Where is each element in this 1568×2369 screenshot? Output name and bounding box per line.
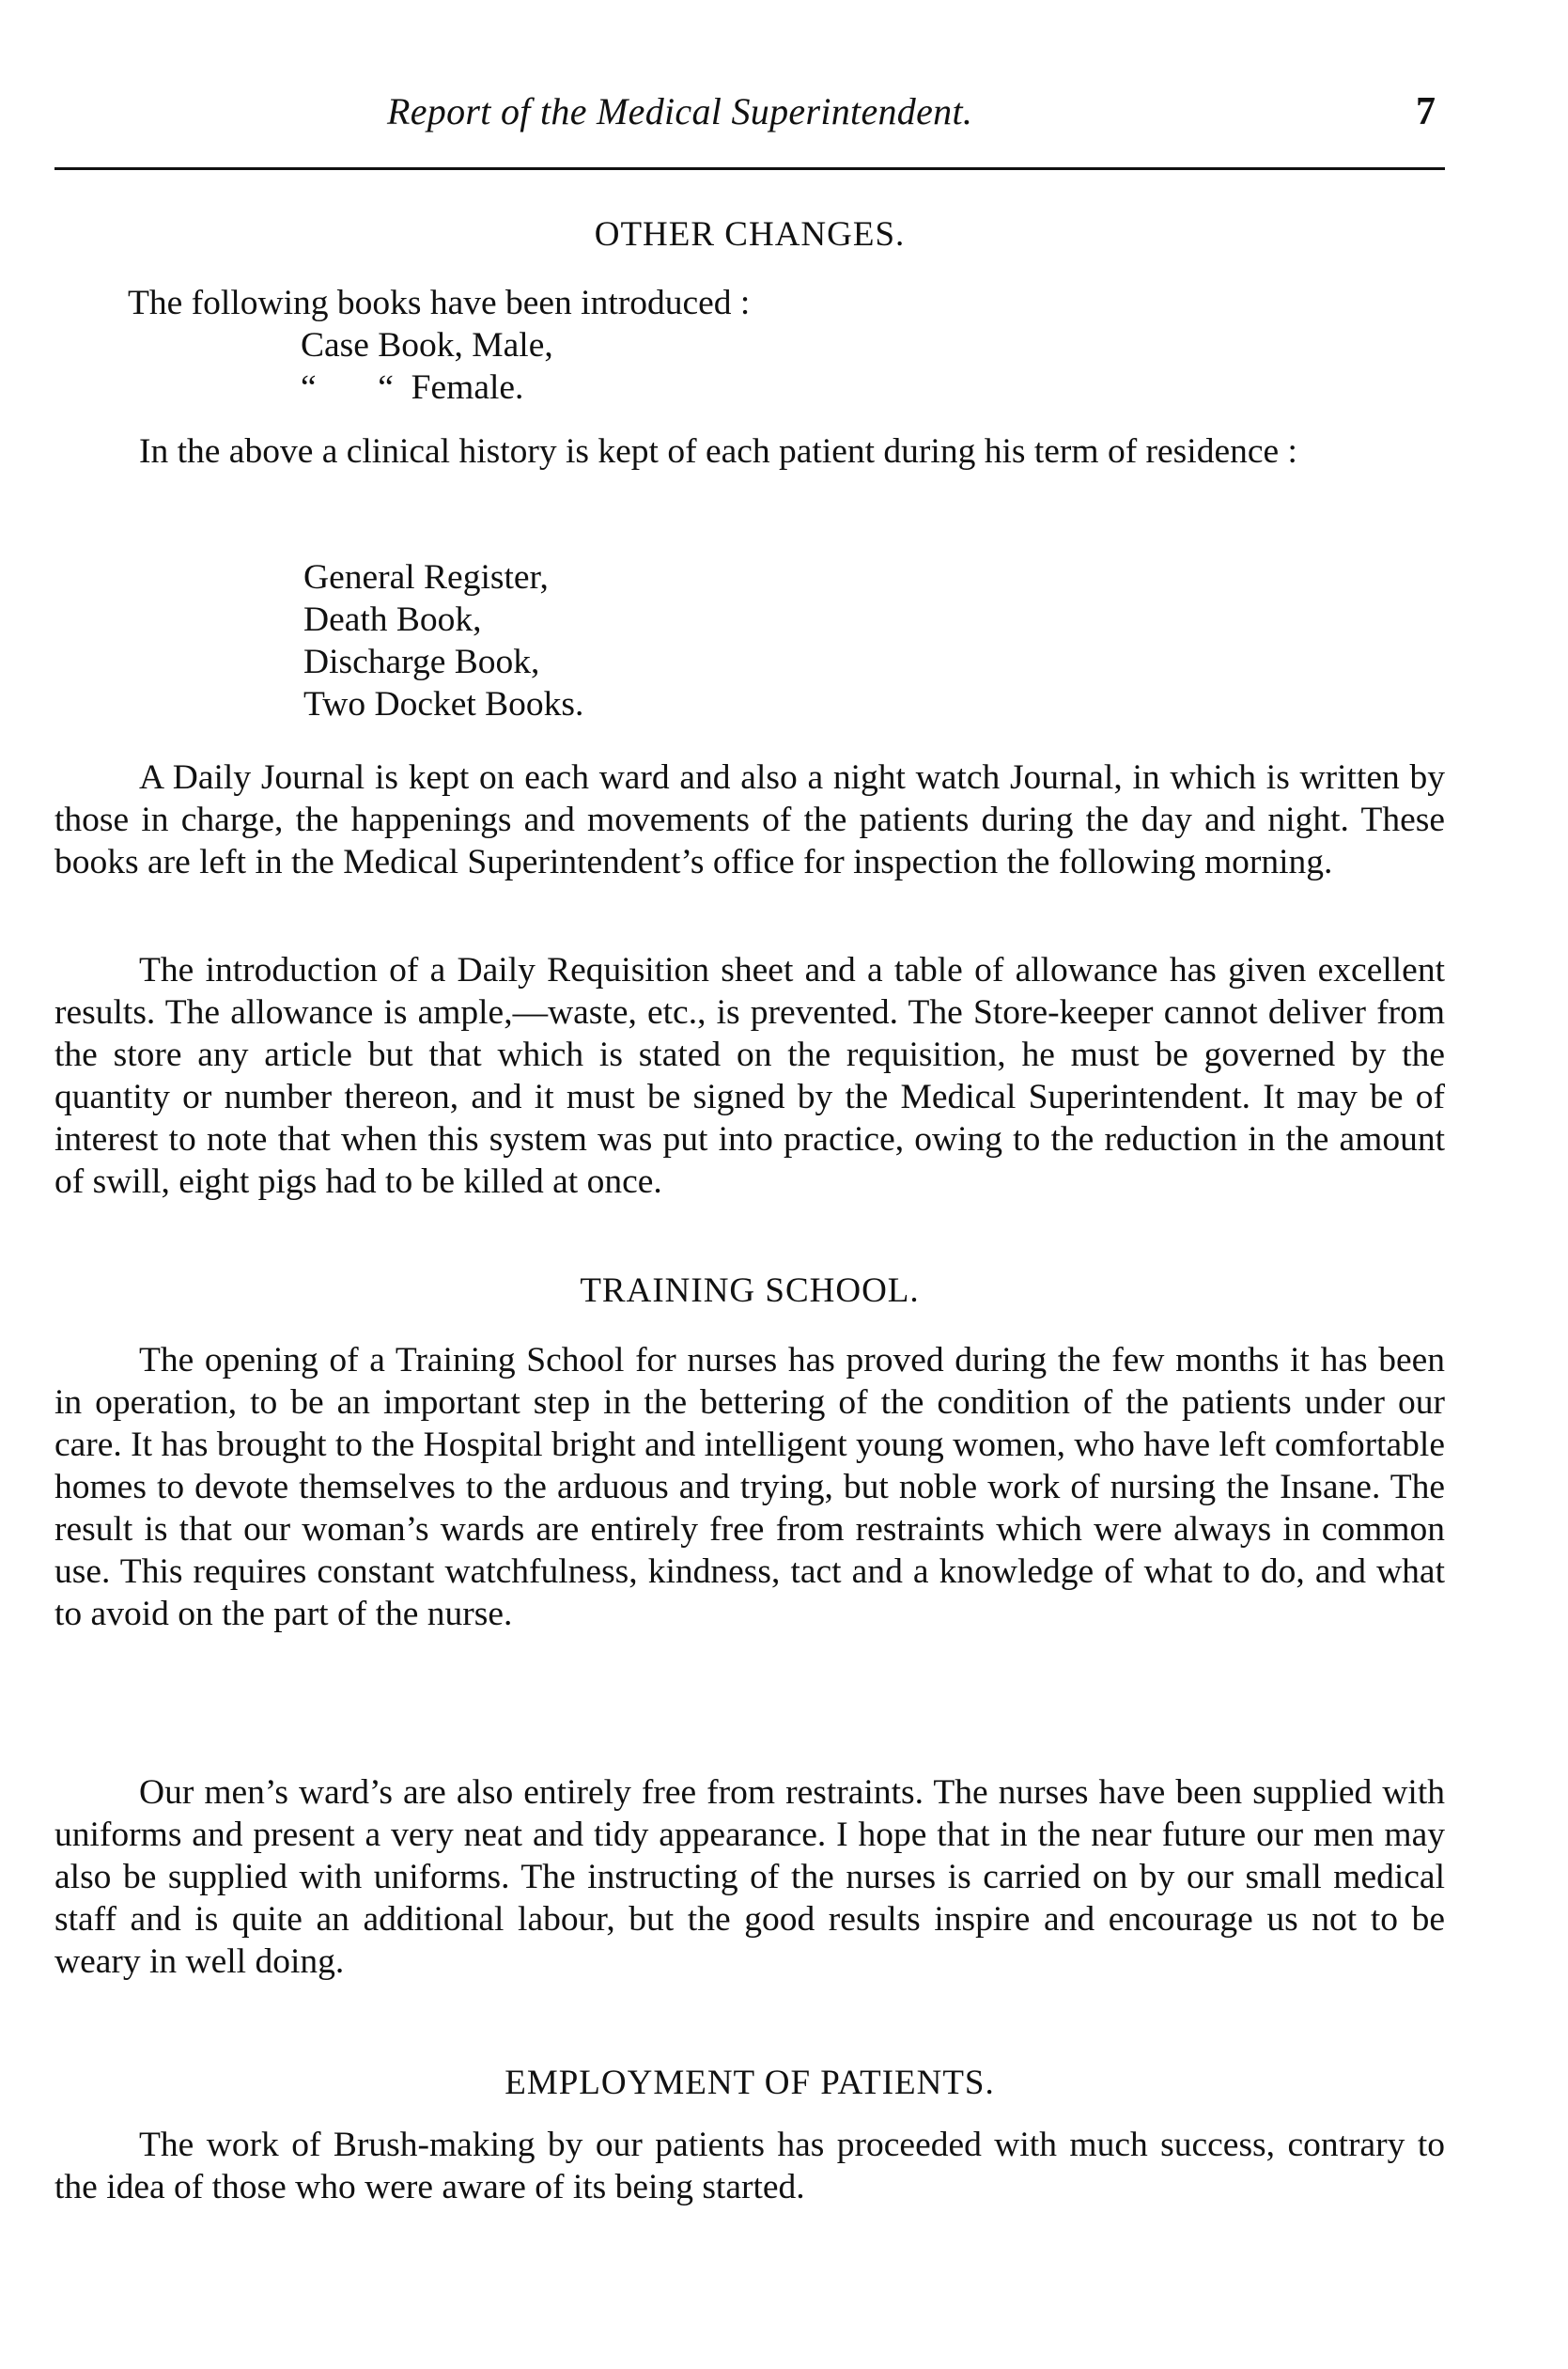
requisition-paragraph: [54, 949, 1445, 1203]
requisition-paragraph-text: The introduction of a Daily Requisition sheet and a table of allowance has given excellent results. The allowance is ample,—waste, etc., is prevented. The Store-keeper cannot deliver from the store any article but that which is stated on the requisition, he must be governed by the quantity or number thereon, and it must be signed by the Medical Superintendent. It may be of interest to note that when this system was put into practice, owing to the reduction in the amount of swill, eight pigs had to be killed at once.: [54, 951, 1445, 1201]
document-page: [54, 0, 1445, 2369]
book-item: General Register,: [303, 558, 549, 597]
book-item: Two Docket Books.: [303, 685, 584, 724]
page-number: 7: [1416, 90, 1436, 133]
books-list-second: [303, 556, 1149, 725]
employment-paragraph-text: The work of Brush-making by our patients has proceeded with much success, contrary to the idea of those who were aware of its being started.: [54, 2126, 1445, 2206]
header-rule: [54, 167, 1445, 170]
running-head: [54, 89, 1445, 146]
training-paragraph-two: [54, 1771, 1445, 1983]
books-list-first: [301, 324, 1146, 409]
book-item: Discharge Book,: [303, 643, 540, 681]
clinical-note-text: In the above a clinical history is kept of each patient during his term of residence :: [139, 432, 1297, 471]
section-heading-other-changes: OTHER CHANGES.: [594, 215, 906, 254]
running-title: Report of the Medical Superintendent.: [387, 90, 973, 132]
training-paragraph-one: [54, 1339, 1445, 1635]
book-item: “ “ Female.: [301, 368, 524, 407]
book-item: Case Book, Male,: [301, 326, 553, 365]
employment-paragraph: [54, 2124, 1445, 2208]
section-heading-employment: EMPLOYMENT OF PATIENTS.: [505, 2064, 995, 2102]
journal-paragraph: [54, 756, 1445, 883]
section-heading-training-school: TRAINING SCHOOL.: [580, 1271, 920, 1310]
training-paragraph-one-text: The opening of a Training School for nurses has proved during the few months it has been in operation, to be an important step in the bettering of the condition of the patients under our care. It has brought to the Hospital bright and intelligent young women, who have left comfortable homes to devote themselves to the arduous and trying, but noble work of nursing the Insane. The result is that our woman’s wards are entirely free from restraints which were always in common use. This requires constant watchfulness, kindness, tact and a knowledge of what to do, and what to avoid on the part of the nurse.: [54, 1341, 1445, 1633]
training-paragraph-two-text: Our men’s ward’s are also entirely free from restraints. The nurses have been supplied with uniforms and present a very neat and tidy appearance. I hope that in the near future our men may also be supplied with uniforms. The instructing of the nurses is carried on by our small medical staff and is quite an additional labour, but the good results inspire and encourage us not to be weary in well doing.: [54, 1773, 1445, 1981]
journal-paragraph-text: A Daily Journal is kept on each ward and also a night watch Journal, in which is written by those in charge, the happenings and movements of the patients during the day and night. These books are left in the Medical Superintendent’s office for inspection the following morning.: [54, 758, 1445, 881]
book-item: Death Book,: [303, 600, 482, 639]
clinical-note: [54, 430, 1445, 473]
books-intro-text: The following books have been introduced :: [128, 284, 751, 322]
books-intro: [54, 282, 1445, 324]
